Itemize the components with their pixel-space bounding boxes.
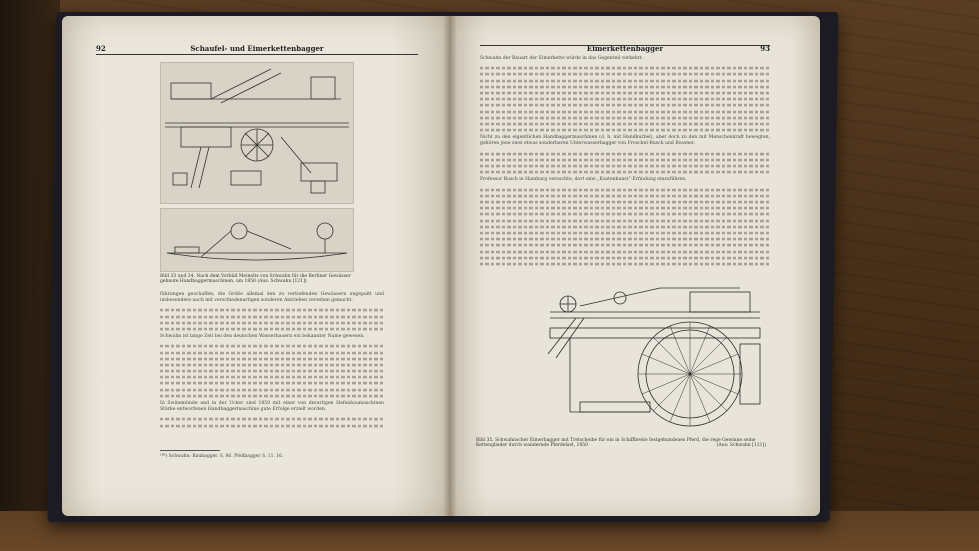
footnote-rule	[160, 450, 220, 451]
left-body-para2: Schwahn ist lange Zeit bei den deutschen Wasserbauern ein bekannter Name gewesen.	[160, 334, 365, 340]
left-caption-source: (Aus: Schwahn [121])	[257, 279, 307, 285]
book-gutter	[443, 16, 457, 516]
left-running-head	[96, 44, 418, 55]
right-body-text	[480, 56, 770, 268]
right-caption-text: Bild 35. Schwahnscher Eimerbagger mit Tretscheibe für ein in Schiffbreite festgebundenes Pferd, die rege Gewinne seine Kettenglieder durch wandernde Pferdelast, 1850	[476, 438, 756, 449]
figure-dredging-machine-bottom	[160, 208, 354, 272]
left-body-para1: führungen geschaffen, die Größe allemal den zu vertiefenden Gewässern angepaßt und insbesondere auch mit verschiedenartigen sonderen Antrieben versehen gemacht.	[160, 292, 384, 304]
right-body-para2: Nicht zu den eigentlichen Handbaggermaschinen (d. h. mit Handkurbel), aber doch zu den mit Menschenkraft bewegten, gehören jene zwei etwas sonderbaren Unterwasserbagger von Freschel-Busch und Bossner.	[480, 135, 770, 147]
left-page-number: 92	[96, 44, 106, 53]
left-body-text	[160, 292, 384, 442]
right-figure-caption	[476, 438, 766, 448]
right-header-title: Eimerkettenbagger	[586, 44, 664, 53]
figure-bucket-dredger-treadwheel	[540, 284, 766, 434]
left-footnote: ¹⁸⁸) Schwahn: Baubagger. S. 86. Pfeilbagger S. 11. 16.	[160, 454, 284, 459]
right-caption-source: (Aus: Schwahn [121])	[716, 443, 766, 449]
left-header-title: Schaufel- und Eimerkettenbagger	[190, 44, 324, 53]
right-body-para3: Professor Busch in Hamburg versuchte, dort eine „Kastenkunst“-Erfindung einzuführen.	[480, 177, 687, 183]
right-body-para1: Schwahn der Bauart der Eimerkette würde in das Gegenteil verkehrt.	[480, 56, 644, 61]
left-body-para3: In Swinemünde und in der Ucker sind 1850 mit einer von derartigen Hafenbaumaschinen Stärke entworfenen Handbaggermaschine gute Erfolge erzielt worden.	[160, 401, 384, 413]
figure-dredging-machine-top	[160, 62, 354, 204]
right-page-number: 93	[760, 44, 770, 53]
left-figure-caption	[160, 274, 352, 284]
left-caption-text: Bild 33 und 34. Nach dem Vorbild Meinelts von Schwahn für die Berliner Gewässer gebaute Handbaggermaschinen, um 1850	[160, 274, 351, 285]
right-running-head	[480, 44, 770, 53]
